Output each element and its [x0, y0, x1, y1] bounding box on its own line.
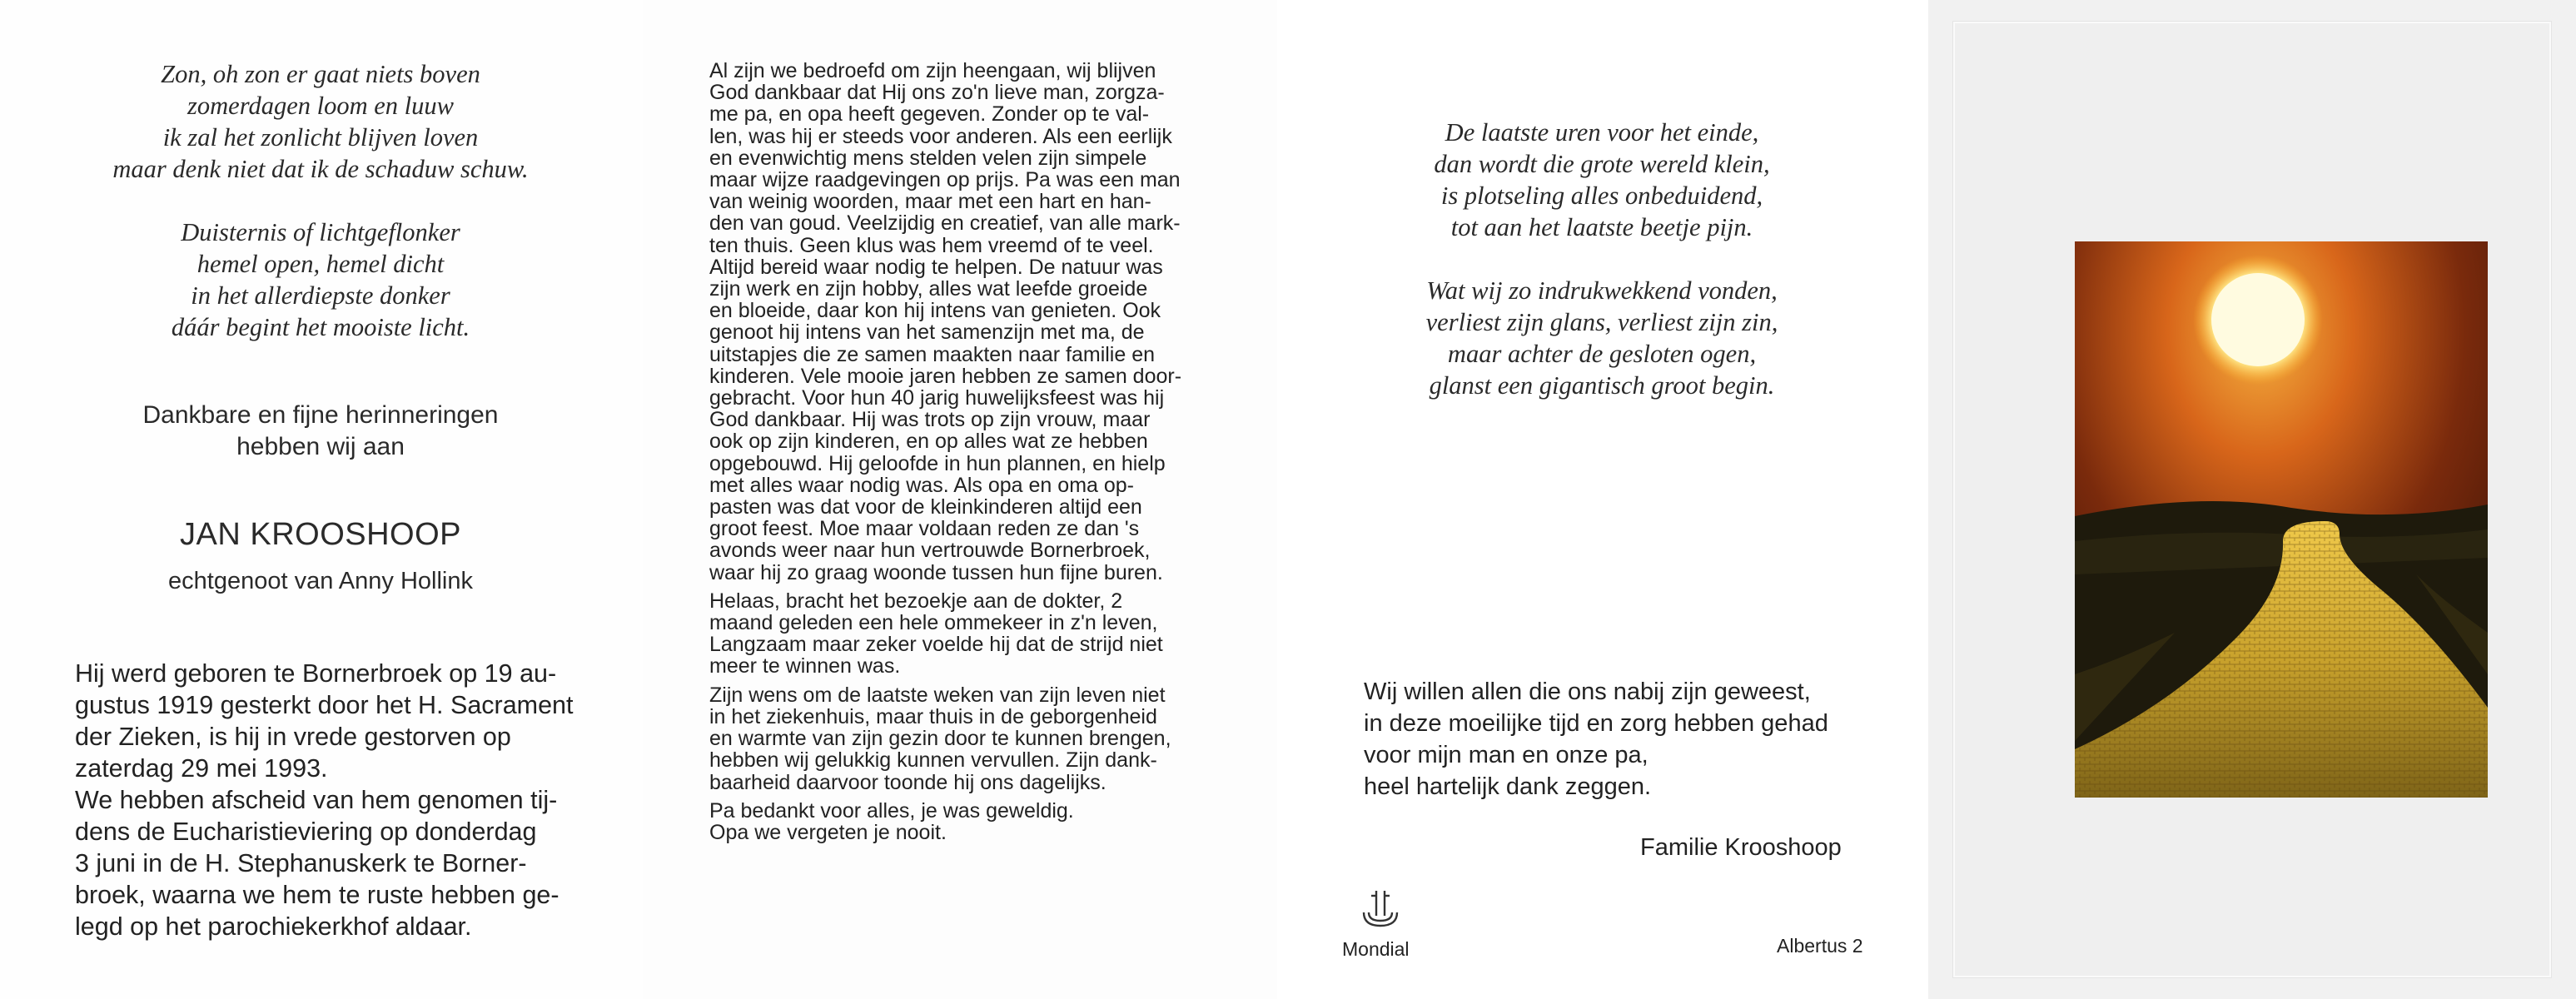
bio-line: dens de Eucharistieviering op donderdag: [75, 818, 537, 846]
thanks-line: voor mijn man en onze pa,: [1364, 742, 1649, 768]
remembrance-line: Dankbare en fijne herinneringen: [142, 401, 499, 429]
closing-poem: [1310, 117, 1893, 401]
eulogy-line: avonds weer naar hun vertrouwde Bornerbroek,: [709, 539, 1151, 563]
cover-photo: [2075, 241, 2488, 798]
poem-stanza: [1310, 275, 1893, 401]
poem-stanza: [33, 58, 608, 185]
publisher-logo-icon: [1357, 884, 1407, 936]
signature: Familie Krooshoop: [1640, 834, 1842, 861]
eulogy-line: baarheid daarvoor toonde hij ons dagelijks.: [709, 770, 1106, 794]
eulogy-line: uitstapjes die ze samen maakten naar familie en: [709, 342, 1156, 366]
cover-frame: [1953, 22, 2551, 977]
eulogy-line: maar wijze raadgevingen op prijs. Pa was een man: [709, 168, 1181, 192]
eulogy-paragraph: [709, 800, 1242, 843]
biography: [75, 658, 573, 942]
eulogy-line: God dankbaar dat Hij ons zo'n lieve man, zorgza-: [709, 81, 1165, 105]
eulogy-line: me pa, en opa heeft gegeven. Zonder op te val-: [709, 102, 1150, 127]
poem-line: dan wordt die grote wereld klein,: [1434, 150, 1770, 178]
poem-line: Wat wij zo indrukwekkend vonden,: [1426, 276, 1778, 305]
cover-panel: [1928, 0, 2576, 999]
eulogy-line: zijn werk en zijn hobby, alles wat leefde groeide: [709, 277, 1148, 301]
eulogy-line: Langzaam maar zeker voelde hij dat de strijd niet: [709, 633, 1163, 657]
eulogy-line: gebracht. Voor hun 40 jarig huwelijksfeest was hij: [709, 386, 1165, 410]
eulogy-line: en warmte van zijn gezin door te kunnen brengen,: [709, 727, 1171, 751]
poem-line: dáár begint het mooiste licht.: [171, 313, 470, 341]
eulogy-paragraph: [709, 684, 1242, 793]
eulogy-line: den van goud. Veelzijdig en creatief, van alle mark-: [709, 211, 1181, 236]
poem-line: maar denk niet dat ik de schaduw schuw.: [112, 155, 529, 183]
eulogy-line: Altijd bereid waar nodig te helpen. De natuur was: [709, 255, 1163, 279]
poem-line: ik zal het zonlicht blijven loven: [162, 123, 479, 152]
eulogy-line: kinderen. Vele mooie jaren hebben ze samen door-: [709, 364, 1182, 388]
eulogy-line: meer te winnen was.: [709, 654, 901, 678]
poem-line: De laatste uren voor het einde,: [1445, 118, 1759, 147]
publisher-name: Mondial: [1342, 938, 1410, 960]
eulogy-line: opgebouwd. Hij geloofde in hun plannen, en hielp: [709, 451, 1166, 475]
middle-panel: [643, 0, 1277, 999]
poem-line: glanst een gigantisch groot begin.: [1429, 371, 1775, 400]
poem-line: in het allerdiepste donker: [191, 281, 450, 310]
bio-line: Hij werd geboren te Bornerbroek op 19 au-: [75, 659, 557, 688]
sunset-road-icon: [2075, 241, 2488, 798]
eulogy-line: ook op zijn kinderen, en op alles wat ze hebben: [709, 430, 1148, 454]
eulogy-line: Zijn wens om de laatste weken van zijn leven niet: [709, 683, 1166, 707]
eulogy-line: Pa bedankt voor alles, je was geweldig.: [709, 798, 1074, 823]
left-panel: [0, 0, 643, 999]
bio-line: zaterdag 29 mei 1993.: [75, 754, 328, 783]
poem-stanza: [1310, 117, 1893, 243]
poem-line: verliest zijn glans, verliest zijn zin,: [1425, 308, 1778, 336]
eulogy-line: met alles waar nodig was. Als opa en oma op-: [709, 473, 1134, 497]
thanks-line: heel hartelijk dank zeggen.: [1364, 773, 1652, 800]
deceased-name: JAN KROOSHOOP: [180, 517, 461, 552]
eulogy-line: genoot hij intens van het samenzijn met ma, de: [709, 321, 1145, 345]
eulogy-line: maand geleden een hele ommekeer in z'n leven,: [709, 611, 1158, 635]
eulogy-line: Helaas, bracht het bezoekje aan de dokter, 2: [709, 589, 1123, 613]
bio-line: gustus 1919 gesterkt door het H. Sacrament: [75, 691, 574, 719]
poem-line: hemel open, hemel dicht: [196, 250, 445, 278]
poem-line: zomerdagen loom en luuw: [187, 92, 454, 120]
thanks-text: [1364, 676, 1828, 803]
eulogy-line: Al zijn we bedroefd om zijn heengaan, wij blijven: [709, 59, 1156, 82]
poem-line: tot aan het laatste beetje pijn.: [1450, 213, 1753, 241]
spouse-line: echtgenoot van Anny Hollink: [168, 568, 473, 594]
opening-poem: [33, 58, 608, 343]
eulogy-line: en bloeide, daar kon hij intens van genieten. Ook: [709, 299, 1161, 323]
bio-line: 3 juni in de H. Stephanuskerk te Borner-: [75, 849, 527, 877]
thanks-line: in deze moeilijke tijd en zorg hebben gehad: [1364, 710, 1828, 737]
eulogy-line: len, was hij er steeds voor anderen. Als een eerlijk: [709, 124, 1172, 148]
eulogy-paragraph: [709, 590, 1242, 678]
thanks-line: Wij willen allen die ons nabij zijn geweest,: [1364, 678, 1811, 705]
remembrance-text: [33, 400, 608, 463]
remembrance-line: hebben wij aan: [236, 433, 405, 460]
eulogy-line: ten thuis. Geen klus was hem vreemd of te veel.: [709, 233, 1154, 257]
bio-line: der Zieken, is hij in vrede gestorven op: [75, 723, 511, 751]
eulogy-column: [709, 60, 1242, 850]
eulogy-line: pasten was dat voor de kleinkinderen altijd een: [709, 495, 1142, 519]
poem-line: is plotseling alles onbeduidend,: [1440, 181, 1763, 210]
right-panel: [1277, 0, 1928, 999]
eulogy-line: hebben wij gelukkig kunnen vervullen. Zijn dank-: [709, 748, 1157, 773]
poem-line: Zon, oh zon er gaat niets boven: [161, 60, 480, 88]
eulogy-line: in het ziekenhuis, maar thuis in de geborgenheid: [709, 704, 1157, 728]
model-code: Albertus 2: [1777, 935, 1863, 957]
poem-line: maar achter de gesloten ogen,: [1447, 340, 1757, 368]
bio-line: We hebben afscheid van hem genomen tij-: [75, 786, 558, 814]
bio-line: legd op het parochiekerkhof aldaar.: [75, 912, 472, 941]
eulogy-line: waar hij zo graag woonde tussen hun fijne buren.: [709, 560, 1163, 584]
bio-line: broek, waarna we hem te ruste hebben ge-: [75, 881, 559, 909]
eulogy-line: en evenwichtig mens stelden velen zijn simpele: [709, 146, 1147, 170]
eulogy-line: van weinig woorden, maar met een hart en han-: [709, 190, 1151, 214]
poem-line: Duisternis of lichtgeflonker: [181, 218, 460, 246]
eulogy-line: groot feest. Moe maar voldaan reden ze dan 's: [709, 517, 1140, 541]
poem-stanza: [33, 216, 608, 343]
eulogy-line: Opa we vergeten je nooit.: [709, 820, 947, 844]
eulogy-line: God dankbaar. Hij was trots op zijn vrouw, maar: [709, 408, 1151, 432]
eulogy-paragraph: [709, 60, 1242, 584]
